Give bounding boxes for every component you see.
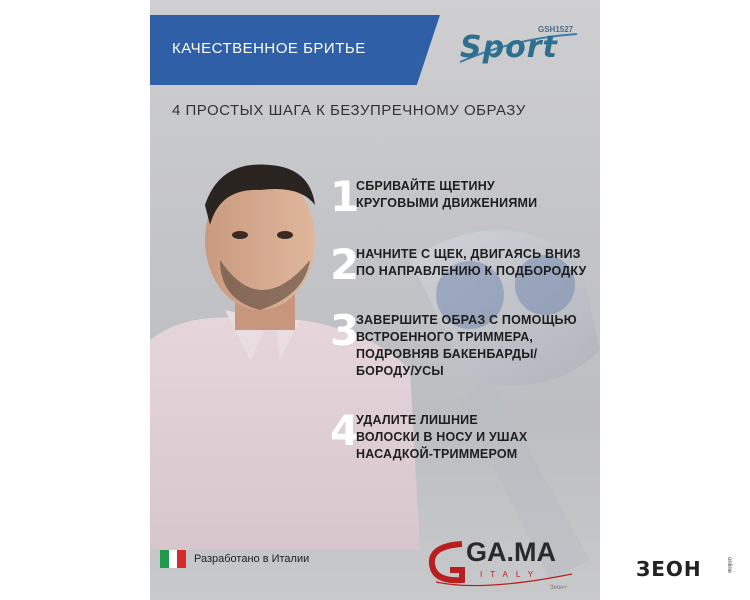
banner-title: КАЧЕСТВЕННОЕ БРИТЬЕ bbox=[172, 40, 366, 57]
banner-subtitle: 4 ПРОСТЫХ ШАГА К БЕЗУПРЕЧНОМУ ОБРАЗУ bbox=[172, 102, 526, 119]
step-number: 4 bbox=[330, 406, 360, 455]
step-number: 2 bbox=[330, 240, 360, 289]
step-text: СБРИВАЙТЕ ЩЕТИНУ КРУГОВЫМИ ДВИЖЕНИЯМИ bbox=[356, 179, 538, 210]
step-number: 3 bbox=[330, 306, 360, 355]
store-logo: ЗЕОН bbox=[636, 557, 702, 581]
step-number: 1 bbox=[330, 172, 360, 221]
step-text: УДАЛИТЕ ЛИШНИЕ ВОЛОСКИ В НОСУ И УШАХ НАСАДКОЙ-ТРИММЕРОМ bbox=[356, 413, 528, 461]
step-text: НАЧНИТЕ С ЩЕК, ДВИГАЯСЬ ВНИЗ ПО НАПРАВЛЕНИЮ К ПОДБОРОДКУ bbox=[356, 247, 587, 278]
store-logo-sub: online bbox=[726, 557, 732, 574]
origin-label: Разработано в Италии bbox=[194, 553, 310, 565]
step-text: ЗАВЕРШИТЕ ОБРАЗ С ПОМОЩЬЮ ВСТРОЕННОГО ТРИММЕРА, ПОДРОВНЯВ БАКЕНБАРДЫ/ БОРОДУ/УСЫ bbox=[356, 313, 577, 378]
watermark: Зеон+ bbox=[550, 585, 568, 591]
italy-flag-icon bbox=[160, 550, 186, 568]
brand-subtitle: ITALY bbox=[480, 570, 542, 579]
product-model: GSH1527 bbox=[538, 25, 574, 34]
product-name: Sport bbox=[460, 30, 558, 65]
product-banner bbox=[150, 0, 600, 600]
brand-name: GA.MA bbox=[466, 537, 556, 567]
